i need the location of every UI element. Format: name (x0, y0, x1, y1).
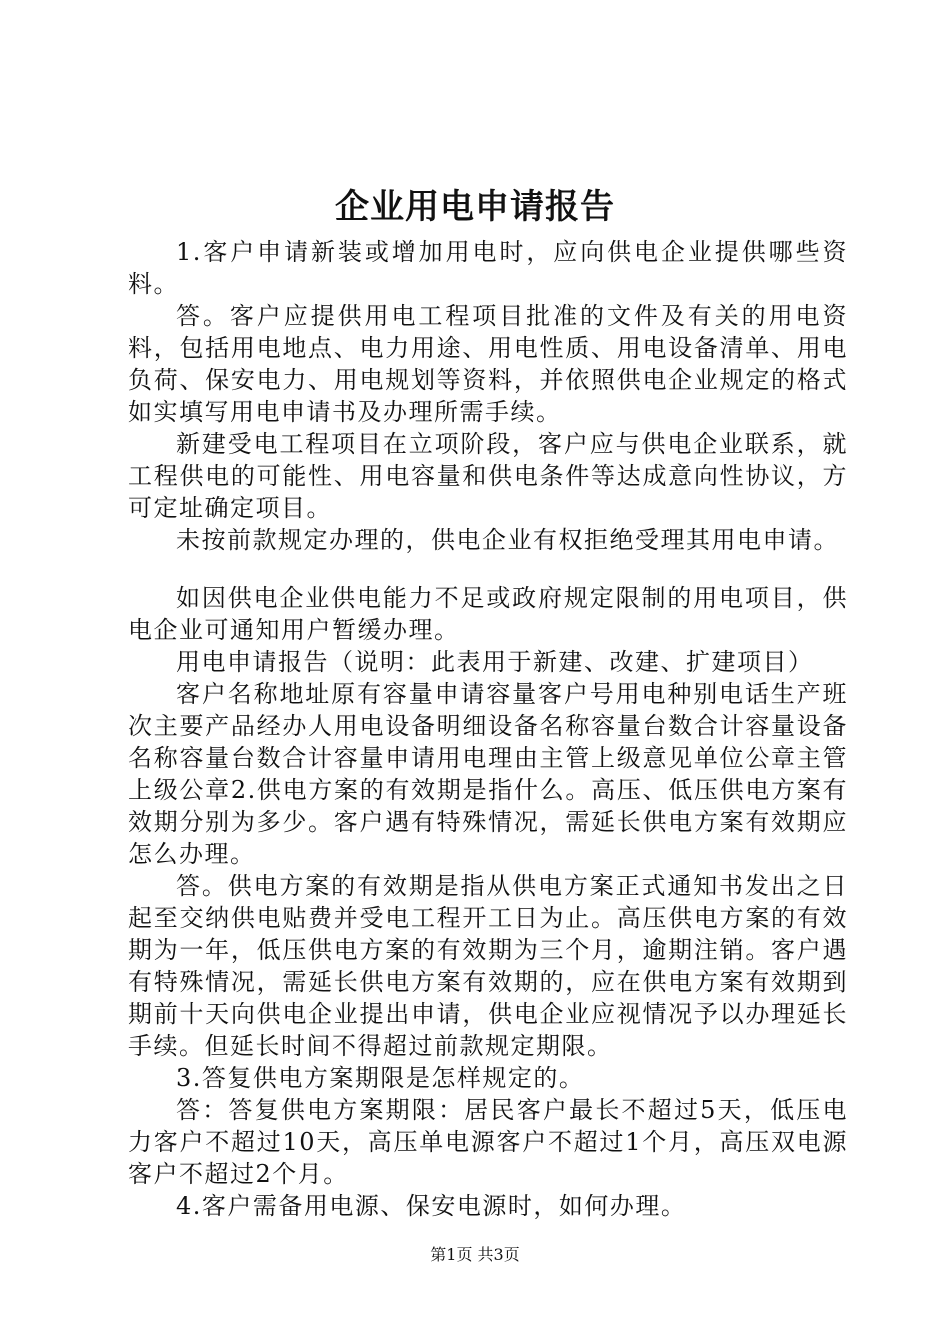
paragraph-answer-1: 答。客户应提供用电工程项目批准的文件及有关的用电资料，包括用电地点、电力用途、用电性质、用电设备清单、用电负荷、保安电力、用电规划等资料，并依照供电企业规定的格式如实填写用电申请书及办理所需手续。 (128, 302, 848, 426)
paragraph-postpone: 如因供电企业供电能力不足或政府规定限制的用电项目，供电企业可通知用户暂缓办理。 (128, 584, 848, 644)
page-footer: 第1页 共3页 (430, 1245, 520, 1264)
paragraph-new-project: 新建受电工程项目在立项阶段，客户应与供电企业联系，就工程供电的可能性、用电容量和供电条件等达成意向性协议，方可定址确定项目。 (128, 430, 848, 522)
paragraph-form-title: 用电申请报告（说明：此表用于新建、改建、扩建项目） (176, 648, 814, 676)
paragraph-answer-2: 答。供电方案的有效期是指从供电方案正式通知书发出之日起至交纳供电贴费并受电工程开工日为止。高压供电方案的有效期为一年，低压供电方案的有效期为三个月，逾期注销。客户遇有特殊情况，需延长供电方案有效期的，应在供电方案有效期到期前十天向供电企业提出申请，供电企业应视情况予以办理延长手续。但延长时间不得超过前款规定期限。 (128, 872, 848, 1060)
paragraph-answer-3: 答：答复供电方案期限：居民客户最长不超过5天，低压电力客户不超过10天，高压单电源客户不超过1个月，高压双电源客户不超过2个月。 (128, 1096, 848, 1188)
paragraph-question-3: 3.答复供电方案期限是怎样规定的。 (176, 1064, 585, 1092)
paragraph-question-4: 4.客户需备用电源、保安电源时，如何办理。 (176, 1192, 687, 1220)
paragraph-form-fields: 客户名称地址原有容量申请容量客户号用电种别电话生产班次主要产品经办人用电设备明细设备名称容量台数合计容量设备名称容量台数合计容量申请用电理由主管上级意见单位公章主管上级公章2.供电方案的有效期是指什么。高压、低压供电方案有效期分别为多少。客户遇有特殊情况，需延长供电方案有效期应怎么办理。 (128, 680, 848, 868)
paragraph-refusal: 未按前款规定办理的，供电企业有权拒绝受理其用电申请。 (176, 526, 839, 554)
document-title: 企业用电申请报告 (335, 187, 615, 227)
document-body (128, 236, 848, 1222)
paragraph-question-1: 1.客户申请新装或增加用电时，应向供电企业提供哪些资料。 (128, 238, 848, 298)
